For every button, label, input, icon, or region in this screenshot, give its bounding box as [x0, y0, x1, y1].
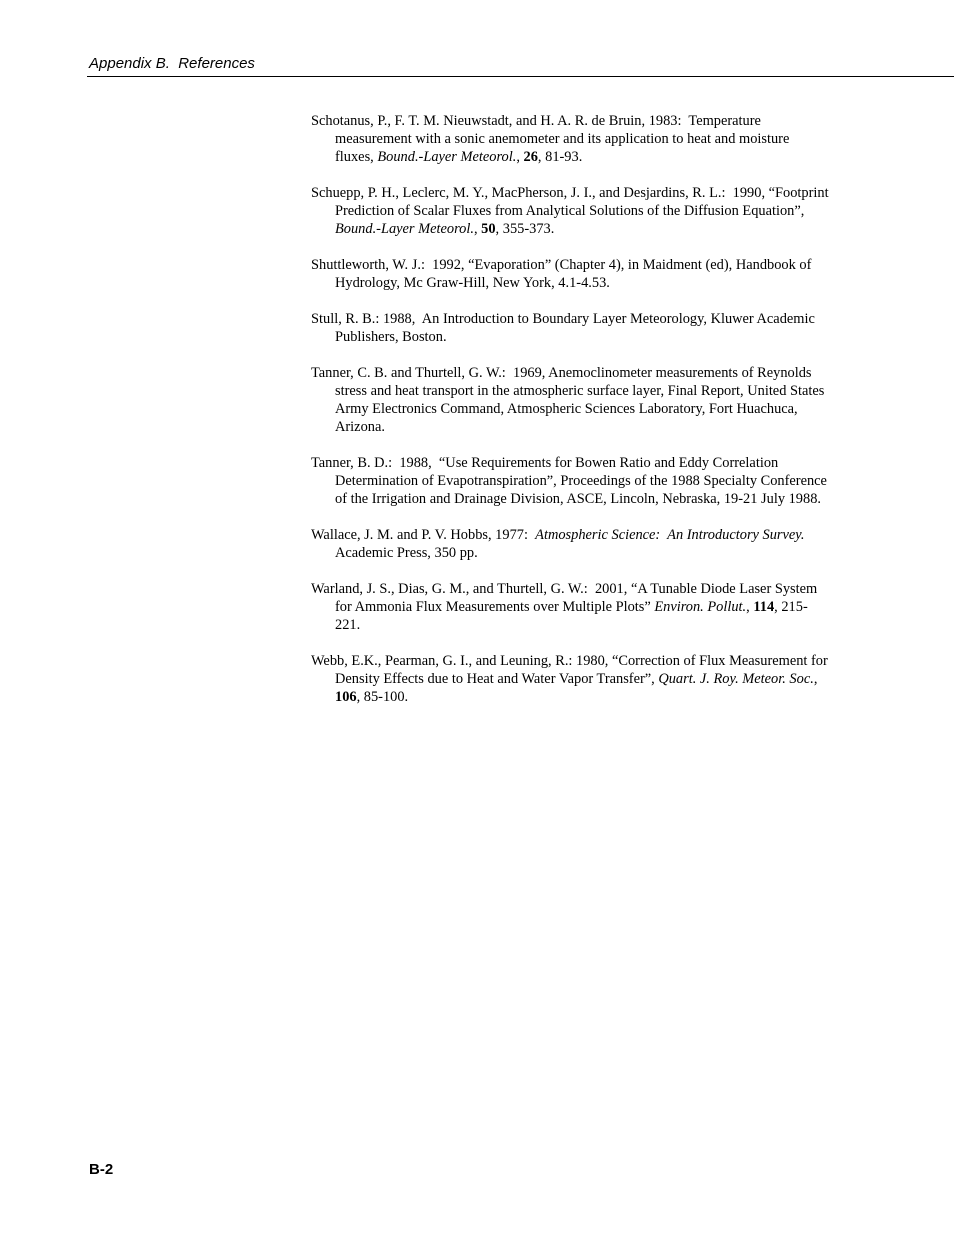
reference-text: , [516, 149, 524, 165]
reference-text: Wallace, J. M. and P. V. Hobbs, 1977: [311, 527, 536, 543]
reference-text: Stull, R. B.: 1988, An Introduction to Boundary Layer Meteorology, Kluwer Academic Publishers, Boston. [311, 311, 819, 345]
journal-title: Bound.-Layer Meteorol. [377, 149, 517, 165]
reference-entry [311, 526, 831, 562]
book-title: Atmospheric Science: An Introductory Survey. [535, 527, 805, 543]
reference-text: Schotanus, P., F. T. M. Nieuwstadt, and H. A. R. de Bruin, 1983: Temperature measurement with a sonic anemometer and its application to heat and moisture fluxes, [311, 113, 793, 165]
reference-entry [311, 184, 831, 238]
reference-text: Webb, E.K., Pearman, G. I., and Leuning, R.: 1980, “Correction of Flux Measurement for Density Effects due to Heat and Water Vapor Transfer”, [311, 653, 832, 687]
volume-number: 26 [523, 149, 538, 165]
reference-entry [311, 652, 831, 706]
journal-title: Bound.-Layer Meteorol. [335, 221, 474, 237]
reference-text: Schuepp, P. H., Leclerc, M. Y., MacPherson, J. I., and Desjardins, R. L.: 1990, “Footprint Prediction of Scalar Fluxes from Analytical Solutions of the Diffusion Equation”, [311, 185, 833, 219]
reference-entry [311, 310, 831, 346]
reference-list [311, 112, 831, 724]
reference-text: Shuttleworth, W. J.: 1992, “Evaporation” (Chapter 4), in Maidment (ed), Handbook of Hydrology, Mc Graw-Hill, New York, 4.1-4.53. [311, 257, 815, 291]
reference-text: , 355-373. [495, 221, 555, 237]
reference-entry [311, 256, 831, 292]
reference-entry [311, 454, 831, 508]
reference-entry [311, 112, 831, 166]
reference-text: , 81-93. [537, 149, 583, 165]
reference-text: , 215-221. [335, 599, 808, 633]
journal-title: Quart. J. Roy. Meteor. Soc. [658, 671, 814, 687]
reference-text: , [473, 221, 482, 237]
running-header: Appendix B. References [89, 55, 255, 72]
reference-text: Tanner, C. B. and Thurtell, G. W.: 1969, Anemoclinometer measurements of Reynolds stress and heat transport in the atmospheric surface layer, Final Report, United States Army Electronics Command, Atmospheric Sciences Laboratory, Fort Huachuca, Arizona. [311, 365, 828, 435]
reference-entry [311, 364, 831, 436]
reference-text: Warland, J. S., Dias, G. M., and Thurtell, G. W.: 2001, “A Tunable Diode Laser System for Ammonia Flux Measurements over Multiple Plots” [311, 581, 821, 615]
volume-number: 50 [481, 221, 496, 237]
reference-text: , 85-100. [356, 689, 409, 705]
reference-text: Tanner, B. D.: 1988, “Use Requirements for Bowen Ratio and Eddy Correlation Determination of Evapotranspiration”, Proceedings of the 1988 Specialty Conference of the Irrigation and Drainage Division, ASCE, Lincoln, Nebraska, 19-21 July 1988. [311, 455, 831, 507]
page-number: B-2 [89, 1161, 114, 1178]
reference-text: Academic Press, 350 pp. [335, 527, 808, 561]
journal-title: Environ. Pollut. [654, 599, 747, 615]
volume-number: 114 [753, 599, 775, 615]
volume-number: 106 [335, 689, 357, 705]
reference-text: , [746, 599, 754, 615]
header-rule [87, 76, 954, 77]
reference-entry [311, 580, 831, 634]
reference-text: , [813, 671, 822, 687]
